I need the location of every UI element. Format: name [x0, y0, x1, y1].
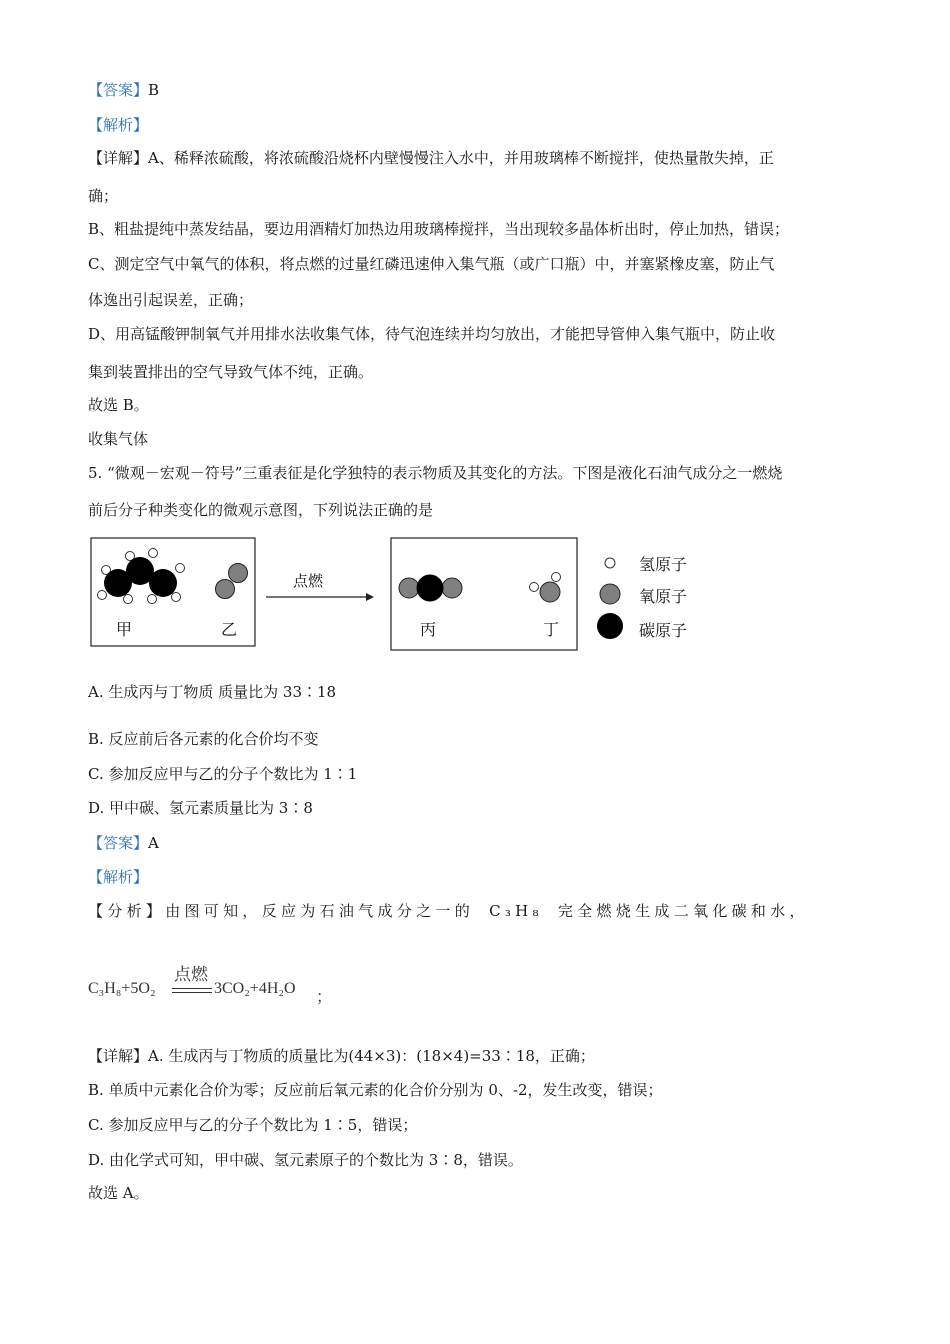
- molecule-bing: [399, 575, 462, 602]
- molecule-yi: [216, 564, 248, 599]
- molecule-ding: [530, 573, 561, 603]
- option-a: A. 生成丙与丁物质 质量比为 33∶18: [88, 683, 337, 701]
- prev-detail-a2: 确；: [88, 187, 119, 205]
- prev-answer: [88, 80, 159, 100]
- label-bing: 丙: [420, 620, 437, 639]
- q5-answer: [88, 833, 159, 853]
- q5-stem-line1: 5. “微观－宏观－符号”三重表征是化学独特的表示物质及其变化的方法。下图是液化石油气成分之一燃烧: [88, 464, 783, 482]
- legend: [597, 555, 687, 640]
- label-jia: 甲: [116, 620, 133, 639]
- q5-detail-a: 【详解】A. 生成丙与丁物质的质量比为(44×3)：(18×4)=33∶18，正确；: [88, 1047, 595, 1065]
- option-d: D. 甲中碳、氢元素质量比为 3∶8: [88, 799, 313, 817]
- equation-right: 3CO₂+4H₂O: [214, 980, 296, 997]
- detail-label: 【详解】: [88, 149, 149, 167]
- equation-end: ；: [316, 989, 333, 1006]
- answer-value: A: [148, 834, 159, 852]
- option-b: B. 反应前后各元素的化合价均不变: [88, 730, 319, 748]
- legend-c-label: 碳原子: [639, 621, 688, 640]
- prev-detail-d2: 集到装置排出的空气导致气体不纯，正确。: [88, 363, 374, 381]
- q5-detail-c: C. 参加反应甲与乙的分子个数比为 1∶5，错误；: [88, 1116, 418, 1134]
- equation-double-line: [172, 988, 212, 993]
- label-ding: 丁: [543, 620, 560, 639]
- legend-h-atom: [605, 558, 615, 568]
- prev-detail-a1: [88, 148, 774, 168]
- equation-condition: 点燃: [174, 965, 208, 984]
- reaction-diagram: [88, 533, 708, 655]
- arrow-label: 点燃: [293, 572, 324, 590]
- answer-value: B: [148, 81, 160, 99]
- legend-o-label: 氧原子: [639, 587, 688, 606]
- answer-label: 【答案】: [88, 81, 149, 99]
- option-c: C. 参加反应甲与乙的分子个数比为 1∶1: [88, 765, 358, 783]
- q5-detail-b: B. 单质中元素化合价为零；反应前后氧元素的化合价分别为 0、-2，发生改变，错误；: [88, 1081, 663, 1099]
- prev-detail-d1: D、用高锰酸钾制氧气并用排水法收集气体，待气泡连续并均匀放出，才能把导管伸入集气瓶中，防止收: [88, 325, 776, 343]
- legend-h-label: 氢原子: [639, 555, 688, 574]
- prev-analysis-label: 【解析】: [88, 116, 149, 134]
- answer-label: 【答案】: [88, 834, 149, 852]
- prev-detail-c1: C、测定空气中氧气的体积，将点燃的过量红磷迅速伸入集气瓶（或广口瓶）中，并塞紧橡皮塞，防止气: [88, 255, 775, 273]
- q5-stem-line2: 前后分子种类变化的微观示意图，下列说法正确的是: [88, 501, 434, 519]
- q5-analysis-label: 【解析】: [88, 868, 149, 886]
- prev-choose: 故选 B。: [88, 396, 149, 414]
- q5-detail-d: D. 由化学式可知，甲中碳、氢元素原子的个数比为 3∶8，错误。: [88, 1151, 523, 1169]
- prev-detail-b: B、粗盐提纯中蒸发结晶，要边用酒精灯加热边用玻璃棒搅拌，当出现较多晶体析出时，停止加热，错误；: [88, 220, 790, 238]
- prev-detail-c2: 体逸出引起误差，正确；: [88, 291, 254, 309]
- arrow-head: [366, 593, 374, 601]
- detail-a1-text: A、稀释浓硫酸，将浓硫酸沿烧杯内壁慢慢注入水中，并用玻璃棒不断搅拌，使热量散失掉，正: [148, 149, 774, 167]
- prev-extra: 收集气体: [88, 430, 149, 448]
- q5-choose: 故选 A。: [88, 1184, 149, 1202]
- legend-o-atom: [600, 584, 620, 604]
- legend-c-atom: [597, 613, 623, 639]
- molecule-jia: [98, 549, 185, 604]
- label-yi: 乙: [221, 620, 238, 639]
- q5-analysis-text: 【分析】由图可知，反应为石油气成分之一的 C₃H₈ 完全燃烧生成二氧化碳和水，: [88, 902, 809, 920]
- equation-left: C₃H₈+5O₂: [88, 980, 156, 997]
